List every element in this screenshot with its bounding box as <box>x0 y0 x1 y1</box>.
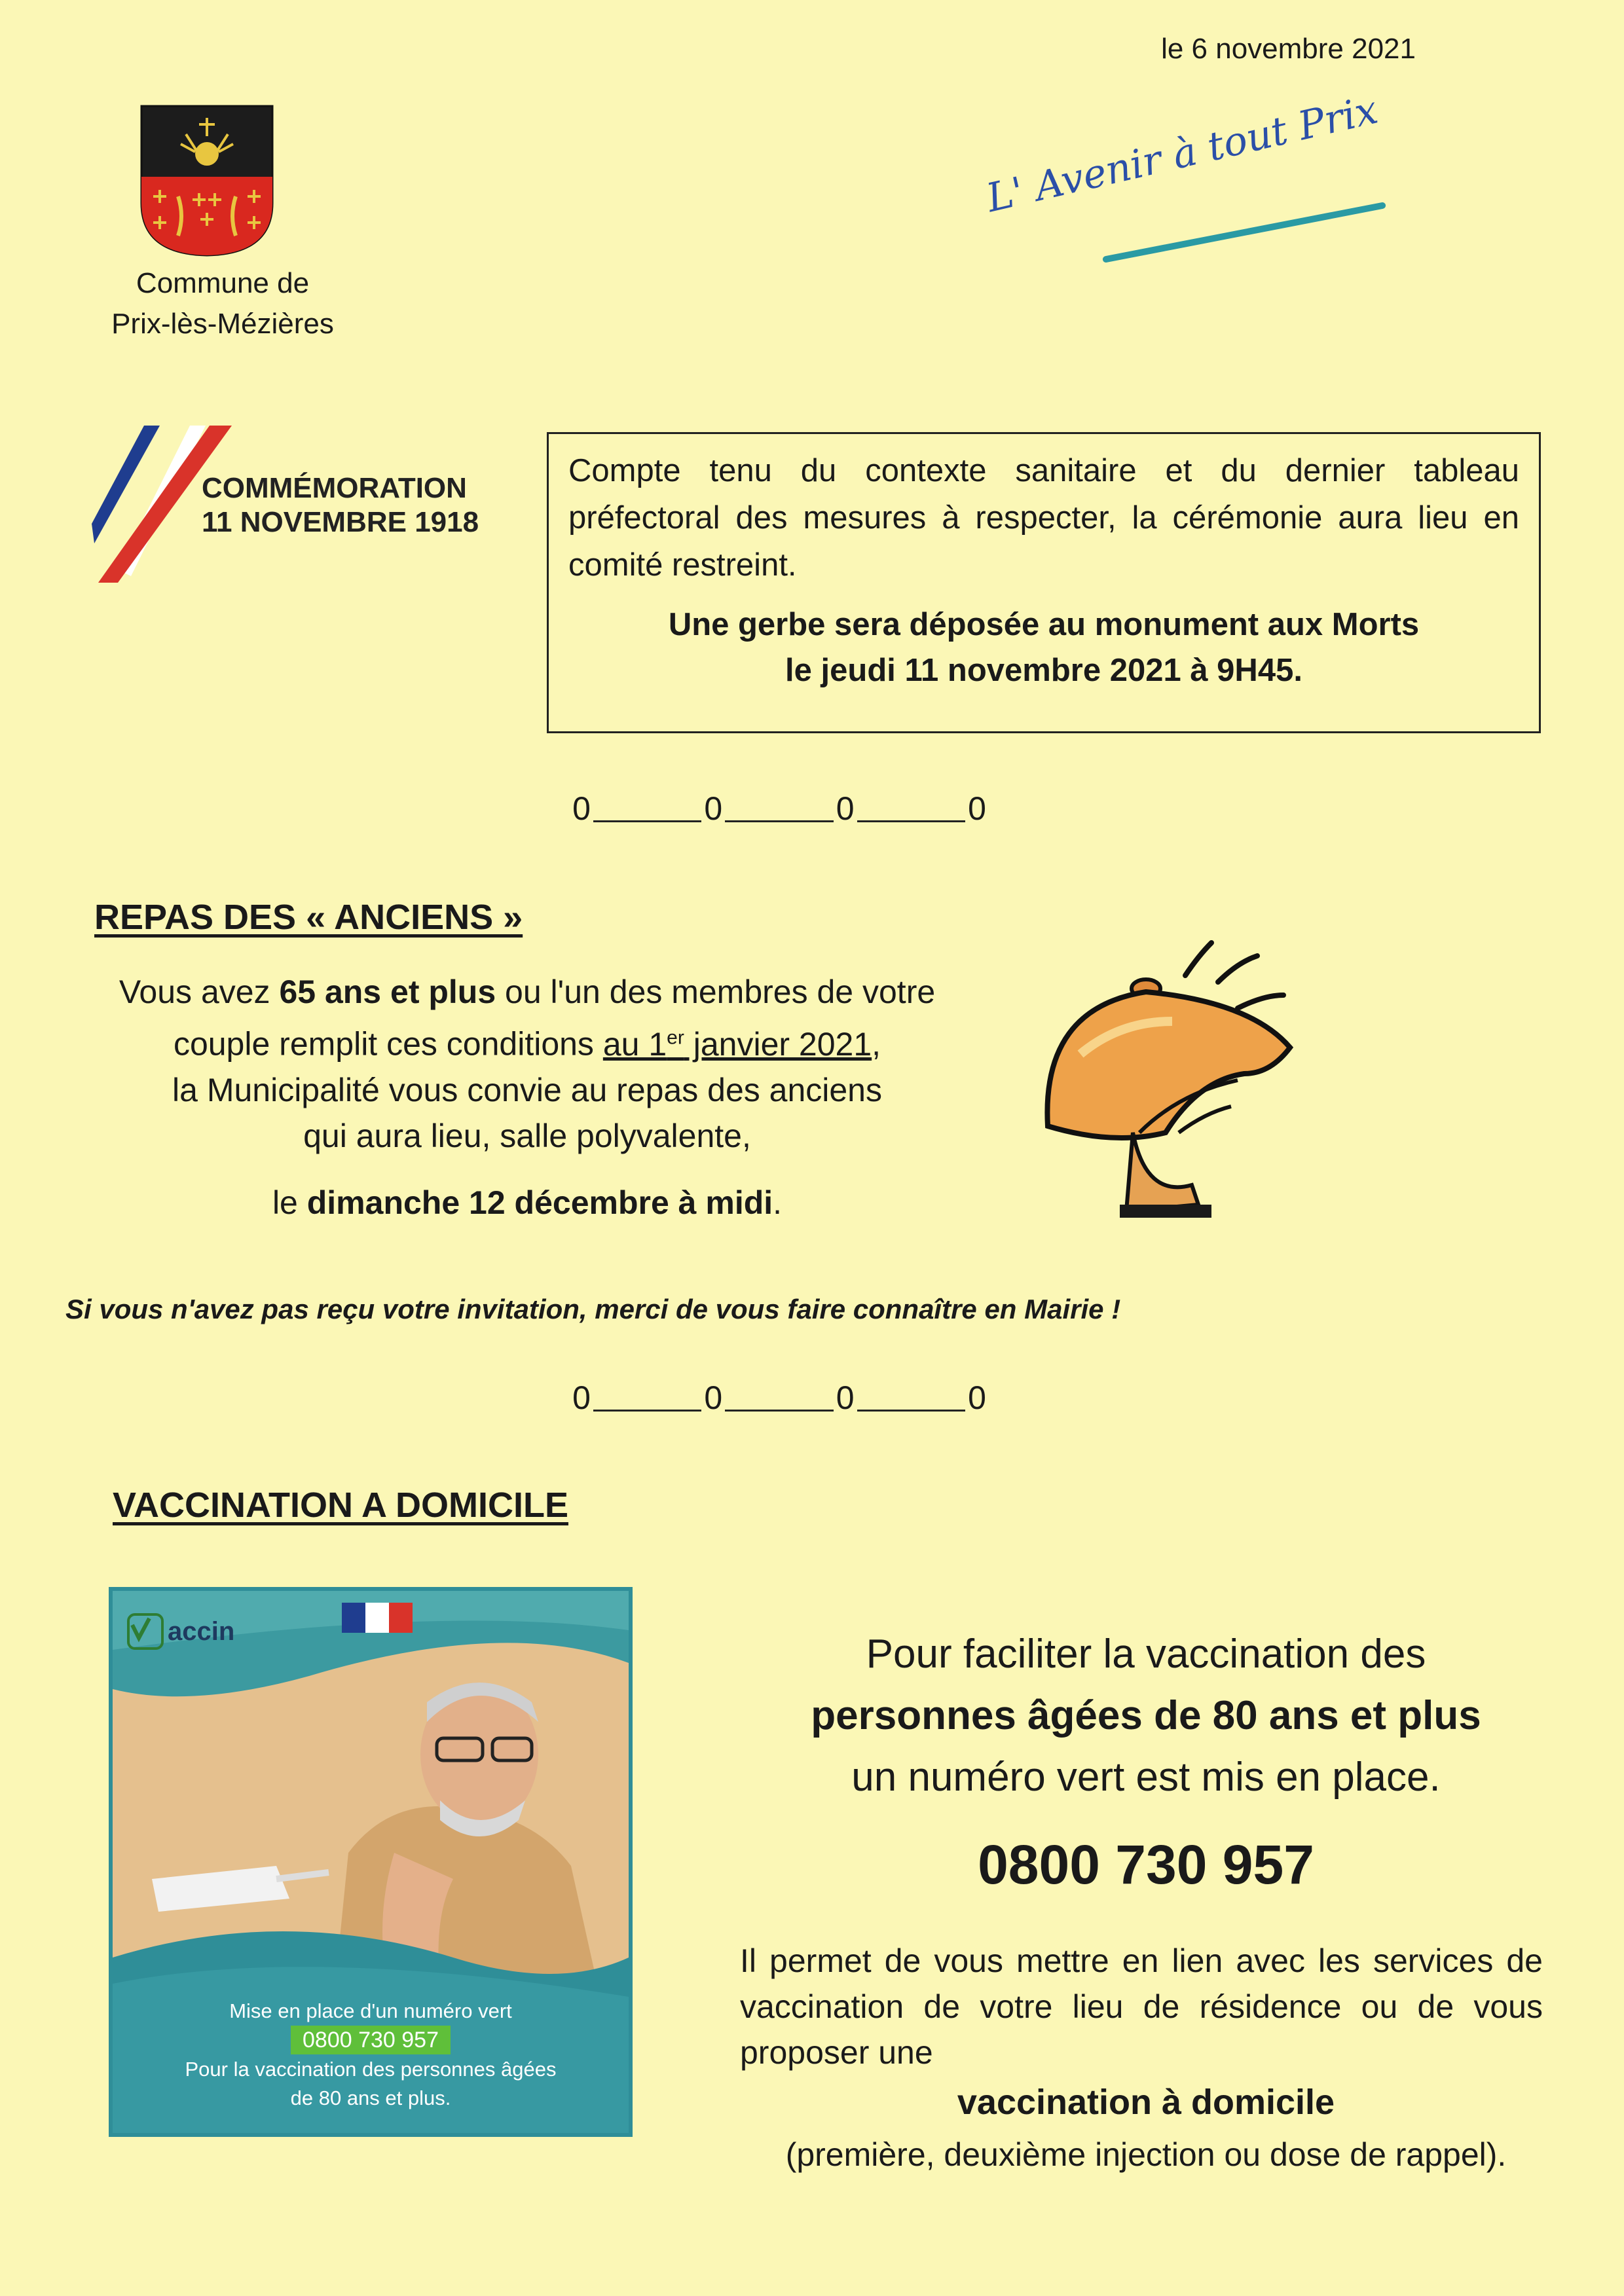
repas-line-3: la Municipalité vous convie au repas des anciens <box>172 1071 882 1108</box>
wreath-notice-line-1: Une gerbe sera déposée au monument aux Morts <box>668 607 1420 642</box>
poster-phone: 0800 730 957 <box>291 2026 451 2054</box>
vaccination-intro-line-2: personnes âgées de 80 ans et plus <box>811 1693 1481 1738</box>
slogan <box>969 86 1467 295</box>
slogan-text: L' Avenir à tout Prix <box>982 86 1382 222</box>
invitation-reminder: Si vous n'avez pas reçu votre invitation, merci de vous faire connaître en Mairie ! <box>65 1294 1121 1324</box>
commemoration-title <box>202 471 479 539</box>
slogan-underline <box>1102 202 1386 263</box>
vaccination-intro <box>740 1624 1552 1808</box>
divider-mark: 0 <box>572 1379 591 1416</box>
poster-brand: accin <box>168 1617 235 1646</box>
vaccination-intro-line-3: un numéro vert est mis en place. <box>851 1755 1441 1800</box>
poster-line-1: Mise en place d'un numéro vert <box>229 1999 512 2022</box>
divider-mark: 0 <box>572 790 591 827</box>
commemoration-title-line-2: 11 NOVEMBRE 1918 <box>202 506 479 538</box>
repas-description <box>85 969 969 1159</box>
commemoration-notice-text: Compte tenu du contexte sanitaire et du dernier tableau préfectoral des mesures à respecter, la cérémonie aura lieu en comité restreint. <box>568 453 1519 583</box>
repas-line-4: qui aura lieu, salle polyvalente, <box>303 1117 751 1154</box>
poster-line-2: Pour la vaccination des personnes âgées <box>185 2058 557 2081</box>
vaccination-section-title: VACCINATION A DOMICILE <box>113 1485 568 1525</box>
divider-mark: 0 <box>704 790 723 827</box>
section-divider <box>570 1379 989 1417</box>
commemoration-title-line-1: COMMÉMORATION <box>202 472 467 504</box>
commune-line-1: Commune de <box>136 267 310 299</box>
injection-types: (première, deuxième injection ou dose de rappel). <box>785 2136 1507 2173</box>
wreath-notice-line-2: le jeudi 11 novembre 2021 à 9H45. <box>785 653 1302 688</box>
home-vaccination-label: vaccination à domicile <box>957 2083 1335 2122</box>
commune-name <box>72 263 373 344</box>
repas-date: le dimanche 12 décembre à midi. <box>272 1184 783 1221</box>
divider-mark: 0 <box>836 1379 855 1416</box>
repas-section-title: REPAS DES « ANCIENS » <box>94 898 523 937</box>
vaccination-intro-line-1: Pour faciliter la vaccination des <box>866 1631 1426 1677</box>
serving-cloche-icon <box>1035 936 1336 1231</box>
commune-line-2: Prix-lès-Mézières <box>111 308 334 340</box>
divider-mark: 0 <box>836 790 855 827</box>
coat-of-arms-logo <box>140 105 274 257</box>
poster-text <box>113 1997 629 2113</box>
commemoration-wreath-notice <box>568 602 1519 693</box>
vaccination-description: Il permet de vous mettre en lien avec les services de vaccination de votre lieu de résidence ou de vous proposer une <box>740 1942 1543 2071</box>
divider-mark: 0 <box>704 1379 723 1416</box>
document-date: le 6 novembre 2021 <box>1161 33 1416 65</box>
poster-line-3: de 80 ans et plus. <box>290 2086 451 2109</box>
section-divider <box>570 790 989 828</box>
green-number: 0800 730 957 <box>978 1834 1314 1895</box>
repas-line-2: couple remplit ces conditions au 1er janvier 2021, <box>173 1025 881 1063</box>
divider-mark: 0 <box>968 790 986 827</box>
divider-mark: 0 <box>968 1379 986 1416</box>
vaccination-poster <box>109 1587 633 2137</box>
commemoration-notice-box <box>547 432 1541 733</box>
repas-line-1: Vous avez 65 ans et plus ou l'un des membres de votre <box>119 974 936 1010</box>
